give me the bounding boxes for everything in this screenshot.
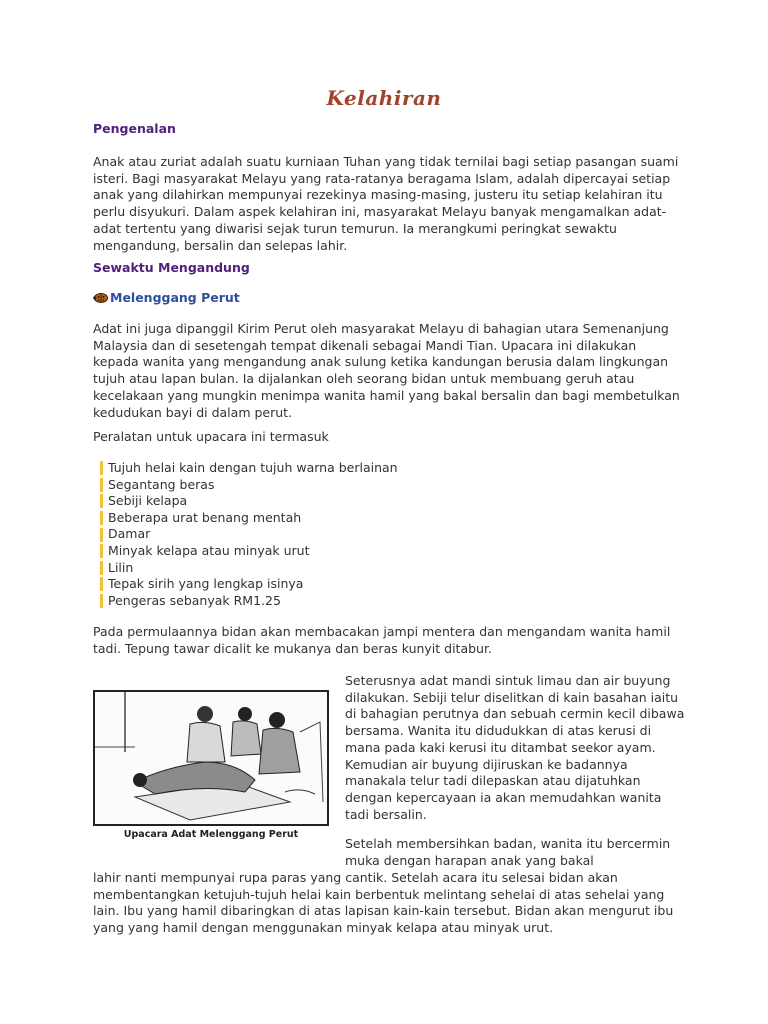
illustration-image [93,690,329,826]
illustration-figure [93,690,329,840]
paragraph-peralatan-intro: Peralatan untuk upacara ini termasuk [93,429,329,444]
list-item [93,477,593,494]
section-heading-sewaktu-mengandung: Sewaktu Mengandung [93,260,250,275]
paragraph-setelah-part1: Setelah membersihkan badan, wanita itu bercermin muka dengan harapan anak yang bakal [345,836,671,868]
list-item [93,593,593,610]
list-marker [100,528,103,542]
paragraph-seterusnya: Seterusnya adat mandi sintuk limau dan air buyung dilakukan. Sebiji telur diselitkan di kain basahan iaitu di bahagian perutnya dan sebuah cermin kecil dibawa bersama. Wanita itu didudukkan di atas kerusi di mana pada kaki kerusi itu ditambat seekor ayam. Kemudian air buyung dijiruskan ke badannya manakala telur tadi dilepaskan atau dijatuhkan dengan kepercayaan ia akan memudahkan wanita tadi bersalin. [345,673,685,822]
peralatan-list [93,460,593,609]
paragraph-melenggang: Adat ini juga dipanggil Kirim Perut oleh masyarakat Melayu di bahagian utara Semenanjung Malaysia dan di sesetengah tempat dikenali sebagai Mandi Tian. Upacara ini dilakukan kepada wanita yang mengandung anak sulung ketika kandungan berusia dalam lingkungan tujuh atau lapan bulan. Ia dijalankan oleh seorang bidan untuk membuang geruh atau kecelakaan yang mungkin menimpa wanita hamil yang bakal bersalin dan bagi membetulkan kedudukan bayi di dalam perut. [93,321,680,420]
paragraph-setelah-part2: lahir nanti mempunyai rupa paras yang cantik. Setelah acara itu selesai bidan akan membentangkan ketujuh-tujuh helai kain berbentuk melintang sehelai di atas sehelai yang lain. Ibu yang hamil dibaringkan di atas lapisan kain-kain tersebut. Bidan akan mengurut ibu yang yang hamil dengan menggunakan minyak kelapa atau minyak urut. [93,870,674,936]
list-item [93,493,593,510]
list-marker [100,511,103,525]
list-item-text: Segantang beras [108,476,215,492]
list-item-text: Tujuh helai kain dengan tujuh warna berlainan [108,460,398,475]
section-heading-pengenalan: Pengenalan [93,121,176,136]
list-item [93,526,593,543]
paragraph-permulaan: Pada permulaannya bidan akan membacakan jampi mentera dan mengandam wanita hamil tadi. Tepung tawar dicalit ke mukanya dan beras kunyit ditabur. [93,624,671,656]
list-item [93,543,593,560]
list-item [93,460,593,477]
subheading-label: Melenggang Perut [110,290,240,305]
list-marker [100,577,103,591]
list-marker [100,544,103,558]
list-marker [100,478,103,492]
list-item-text: Minyak kelapa atau minyak urut [108,542,310,558]
list-item-text: Tepak sirih yang lengkap isinya [108,576,304,592]
list-item [93,576,593,593]
ladybug-icon [93,292,108,303]
list-marker [100,461,103,475]
page-title: Kelahiran [326,86,442,110]
list-item [93,510,593,527]
subheading-melenggang-perut [93,290,240,305]
list-marker [100,494,103,508]
list-item-text: Beberapa urat benang mentah [108,509,302,525]
list-marker [100,594,103,608]
list-item-text: Sebiji kelapa [108,493,188,509]
list-item-text: Pengeras sebanyak RM1.25 [108,592,281,608]
paragraph-pengenalan: Anak atau zuriat adalah suatu kurniaan Tuhan yang tidak ternilai bagi setiap pasangan suami isteri. Bagi masyarakat Melayu yang rata-ratanya beragama Islam, adalah dipercayai setiap anak yang dilahirkan mempunyai rezekinya masing-masing, justeru itu setiap kelahiran itu perlu disyukuri. Dalam aspek kelahiran ini, masyarakat Melayu banyak mengamalkan adat-adat tertentu yang diwarisi sejak turun temurun. Ia merangkumi peringkat sewaktu mengandung, bersalin dan selepas lahir. [93,154,679,253]
list-item-text: Damar [108,526,151,542]
illustration-caption: Upacara Adat Melenggang Perut [123,829,299,840]
melenggang-perut-illustration [95,692,327,824]
list-marker [100,561,103,575]
list-item [93,560,593,577]
list-item-text: Lilin [108,559,134,575]
